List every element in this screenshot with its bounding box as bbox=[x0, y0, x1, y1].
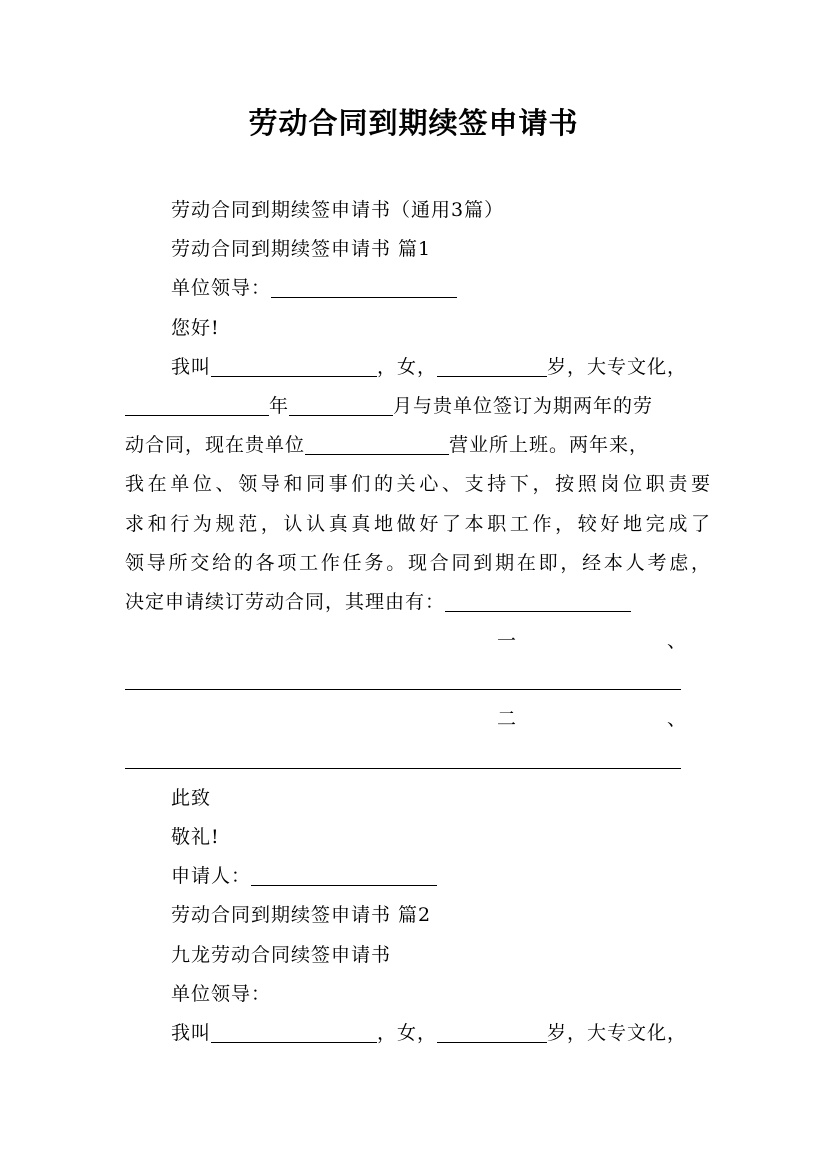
reason-2-number: 二 bbox=[497, 708, 518, 731]
name-blank-2 bbox=[211, 1018, 377, 1043]
office-blank bbox=[305, 430, 449, 455]
name-blank bbox=[211, 352, 377, 377]
reason-1-blank-line bbox=[125, 661, 711, 700]
paragraph-1-line-7 bbox=[125, 583, 711, 622]
reason-1-line bbox=[125, 622, 711, 661]
year-blank bbox=[125, 391, 269, 416]
age-blank-2 bbox=[437, 1018, 547, 1043]
name-label: 我叫 bbox=[171, 355, 212, 378]
closing-2: 敬礼! bbox=[171, 826, 220, 848]
paragraph-1-line-5: 求和行为规范，认认真真地做好了本职工作，较好地完成了 bbox=[125, 512, 711, 535]
paragraph-1-line-2 bbox=[125, 387, 711, 426]
paragraph-1-line-4: 我在单位、领导和同事们的关心、支持下，按照岗位职责要 bbox=[125, 473, 711, 496]
reason-2-blank-line bbox=[125, 740, 711, 779]
article-1-heading: 劳动合同到期续签申请书 篇1 bbox=[171, 238, 432, 261]
applicant-label: 申请人： bbox=[171, 865, 252, 888]
reason-1-number: 一 bbox=[497, 630, 518, 653]
paragraph-1-line-1 bbox=[125, 348, 711, 387]
addressee-blank bbox=[271, 273, 457, 298]
document-title: 劳动合同到期续签申请书 bbox=[248, 106, 579, 140]
reasons-intro: 决定申请续订劳动合同，其理由有： bbox=[125, 590, 446, 613]
age-blank bbox=[437, 352, 547, 377]
reason-2-blank bbox=[125, 744, 681, 769]
reason-2-line bbox=[125, 700, 711, 739]
contract-text: 动合同，现在贵单位 bbox=[125, 434, 306, 457]
addressee-label: 单位领导： bbox=[171, 277, 272, 300]
subtitle: 劳动合同到期续签申请书（通用3篇） bbox=[171, 199, 505, 221]
applicant-line bbox=[125, 857, 711, 896]
age-label: 岁，大专文化， bbox=[547, 355, 688, 378]
age-label-2: 岁，大专文化， bbox=[547, 1021, 688, 1044]
gender-label: ，女， bbox=[377, 355, 438, 378]
applicant-blank bbox=[251, 861, 437, 886]
paragraph-1-line-6: 领导所交给的各项工作任务。现合同到期在即，经本人考虑， bbox=[125, 551, 711, 574]
greeting: 您好! bbox=[171, 316, 220, 339]
name-label-2: 我叫 bbox=[171, 1021, 212, 1044]
addressee-line bbox=[125, 269, 711, 308]
paragraph-1-line-3 bbox=[125, 426, 711, 465]
reason-1-mark: 、 bbox=[666, 630, 687, 653]
month-blank bbox=[289, 391, 393, 416]
addressee-2: 单位领导： bbox=[171, 982, 272, 1005]
document-body bbox=[125, 191, 711, 1053]
month-label: 月与贵单位签订为期两年的劳 bbox=[393, 394, 654, 417]
gender-label-2: ，女， bbox=[377, 1021, 438, 1044]
reason-1-blank bbox=[125, 665, 681, 690]
paragraph-2-line-1 bbox=[125, 1014, 711, 1053]
article-2-heading: 劳动合同到期续签申请书 篇2 bbox=[171, 904, 432, 927]
reason-2-mark: 、 bbox=[666, 708, 687, 731]
closing-1: 此致 bbox=[171, 786, 212, 809]
year-label: 年 bbox=[269, 394, 290, 417]
article-2-title: 九龙劳动合同续签申请书 bbox=[171, 943, 392, 966]
office-text: 营业所上班。两年来， bbox=[449, 434, 650, 457]
reasons-blank bbox=[445, 587, 631, 612]
